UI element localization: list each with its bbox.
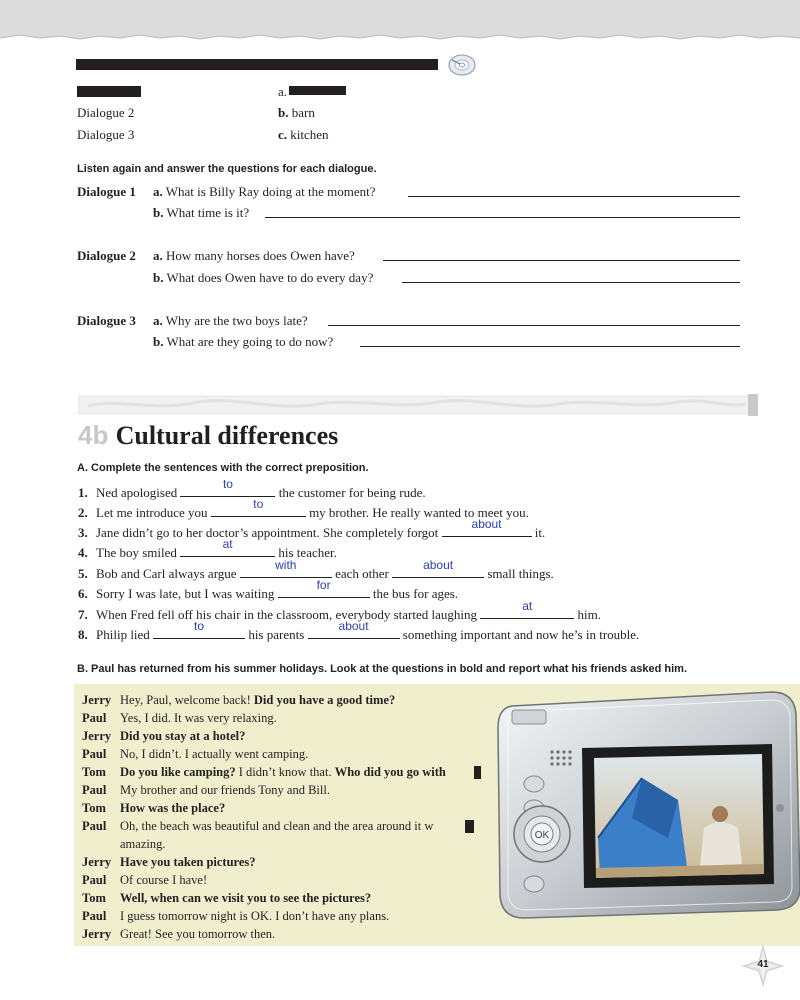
- digital-camera-illustration: [472, 688, 800, 920]
- exercise-a-instruction: A. Complete the sentences with the correct preposition.: [77, 462, 369, 474]
- page-number: 41: [757, 959, 769, 970]
- filled-answer: about: [338, 619, 369, 633]
- dialogue-line-7: Tom How was the place?: [82, 801, 226, 815]
- filled-answer: at: [222, 537, 233, 551]
- sentence-8: 8. Philip lied to his parents about something important and now he’s in trouble.: [78, 619, 640, 642]
- sentence-5: 5. Bob and Carl always argue with each other about small things.: [78, 558, 554, 581]
- dialogue-line-2: Paul Yes, I did. It was very relaxing.: [82, 711, 277, 725]
- section-number: 4b: [78, 420, 109, 450]
- dialogue-line-13: Paul I guess tomorrow night is OK. I don’t have any plans.: [82, 909, 390, 923]
- redacted-answer-a: [289, 86, 346, 95]
- dialogue-1-label: Dialogue 1: [77, 184, 136, 199]
- filled-answer: to: [194, 619, 205, 633]
- svg-text:OK: OK: [534, 830, 550, 841]
- filled-answer: to: [222, 477, 233, 491]
- answer-blank[interactable]: [153, 619, 245, 639]
- d3-answer-line-b[interactable]: [360, 346, 740, 347]
- section-banner-strip: [78, 394, 758, 418]
- redacted-word: [465, 820, 474, 833]
- answer-blank[interactable]: [278, 578, 370, 598]
- filled-answer: with: [275, 558, 297, 572]
- filled-answer: at: [522, 599, 533, 613]
- answer-blank[interactable]: [308, 619, 400, 639]
- dialogue-line-8: Paul Oh, the beach was beautiful and clean and the area around it w: [82, 819, 434, 833]
- d1-answer-line-a[interactable]: [408, 196, 740, 197]
- answer-blank[interactable]: [480, 599, 574, 619]
- sentence-3: 3. Jane didn’t go to her doctor’s appointment. She completely forgot about it.: [78, 517, 546, 540]
- dialogue-line-6: Paul My brother and our friends Tony and Bill.: [82, 783, 330, 797]
- d2-question-a: a. How many horses does Owen have?: [153, 248, 355, 263]
- torn-paper-edge: [0, 0, 800, 42]
- dialogue-line-3: Jerry Did you stay at a hotel?: [82, 729, 246, 743]
- dialogue-line-10: Jerry Have you taken pictures?: [82, 855, 256, 869]
- d2-question-b: b. What does Owen have to do every day?: [153, 270, 374, 285]
- d1-answer-line-b[interactable]: [265, 217, 740, 218]
- sentence-1: 1. Ned apologised to the customer for being rude.: [78, 477, 426, 500]
- sentence-6: 6. Sorry I was late, but I was waiting for the bus for ages.: [78, 578, 459, 601]
- dialogue-line-5: Tom Do you like camping? I didn’t know that. Who did you go with: [82, 765, 446, 779]
- dialogue-line-1: Jerry Hey, Paul, welcome back! Did you have a good time?: [82, 693, 396, 707]
- answer-blank[interactable]: [211, 497, 306, 517]
- redacted-word: [474, 766, 481, 779]
- section-title: Cultural differences: [115, 421, 339, 450]
- match-left-2: Dialogue 2: [77, 105, 135, 120]
- match-letter-a: a.: [278, 84, 288, 99]
- answer-blank[interactable]: [180, 537, 275, 557]
- sentence-7: 7. When Fred fell off his chair in the classroom, everybody started laughing at him.: [78, 599, 601, 622]
- match-letter-c: c.: [278, 127, 288, 142]
- dialogue-2-label: Dialogue 2: [77, 248, 136, 263]
- audio-cd-icon: [447, 53, 477, 77]
- d2-answer-line-b[interactable]: [402, 282, 740, 283]
- sentence-2: 2. Let me introduce you to my brother. He really wanted to meet you.: [78, 497, 529, 520]
- filled-answer: about: [423, 558, 454, 572]
- redacted-dialogue-1-label: [77, 86, 141, 97]
- redacted-header-bar: [76, 59, 438, 70]
- filled-answer: for: [316, 578, 331, 592]
- dialogue-line-9: amazing.: [120, 837, 166, 851]
- d2-answer-line-a[interactable]: [383, 260, 740, 261]
- match-right-a: [278, 84, 287, 100]
- dialogue-line-4: Paul No, I didn’t. I actually went camping.: [82, 747, 309, 761]
- d3-question-b: b. What are they going to do now?: [153, 334, 334, 349]
- sentence-4: 4. The boy smiled at his teacher.: [78, 537, 337, 560]
- exercise-b-instruction: B. Paul has returned from his summer holidays. Look at the questions in bold and report what his friends asked him.: [77, 663, 687, 675]
- match-left-3: Dialogue 3: [77, 127, 135, 142]
- match-right-b: [278, 105, 315, 121]
- filled-answer: about: [471, 517, 502, 531]
- answer-blank[interactable]: [392, 558, 484, 578]
- dialogue-line-12: Tom Well, when can we visit you to see the pictures?: [82, 891, 372, 905]
- dialogue-line-11: Paul Of course I have!: [82, 873, 208, 887]
- d3-answer-line-a[interactable]: [328, 325, 740, 326]
- d1-question-b: b. What time is it?: [153, 205, 250, 220]
- section-heading: [78, 420, 338, 451]
- listen-again-instruction: Listen again and answer the questions for each dialogue.: [77, 163, 377, 175]
- match-text-b: barn: [291, 105, 315, 120]
- d3-question-a: a. Why are the two boys late?: [153, 313, 308, 328]
- match-right-c: [278, 127, 329, 143]
- match-text-c: kitchen: [290, 127, 329, 142]
- dialogue-line-14: Jerry Great! See you tomorrow then.: [82, 927, 276, 941]
- match-letter-b: b.: [278, 105, 289, 120]
- answer-blank[interactable]: [442, 517, 532, 537]
- d1-question-a: a. What is Billy Ray doing at the moment?: [153, 184, 376, 199]
- filled-answer: to: [253, 497, 264, 511]
- dialogue-3-label: Dialogue 3: [77, 313, 136, 328]
